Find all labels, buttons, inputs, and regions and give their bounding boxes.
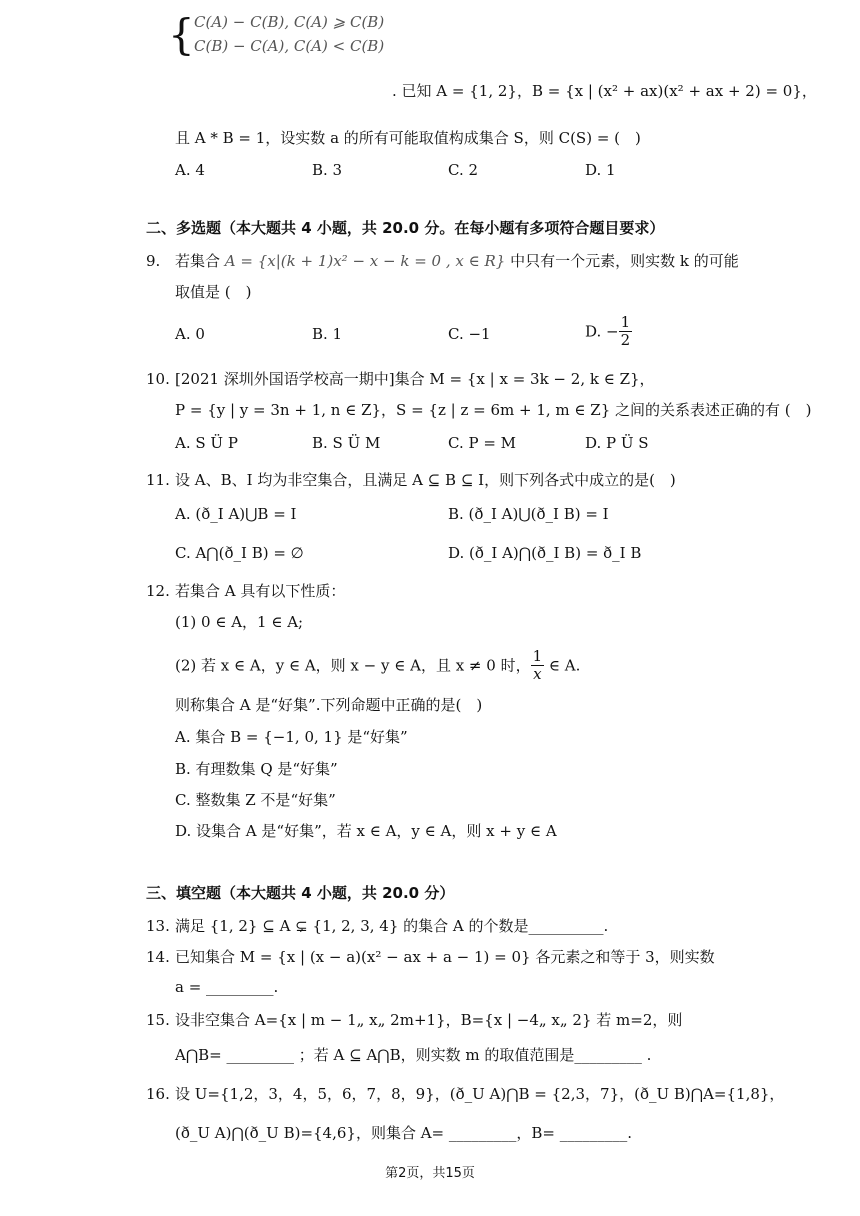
q9-option-c: C. −1 [448, 325, 491, 343]
q9-number: 9. [146, 252, 161, 270]
q10-number: 10. [146, 370, 170, 388]
q8-option-c: C. 2 [448, 161, 479, 179]
q9-set: A = {x|(k + 1)x² − x − k = 0 , x ∈ R} [224, 252, 506, 270]
q9-option-d-label: D. − [585, 322, 619, 341]
q9-text-1: 若集合 [175, 252, 225, 270]
q8-option-b: B. 3 [312, 161, 343, 179]
q12-frac-den: x [533, 665, 542, 683]
q14-number: 14. [146, 948, 170, 966]
q10-option-a: A. S Ü P [175, 434, 238, 452]
q12-property-1: (1) 0 ∈ A，1 ∈ A; [175, 613, 304, 631]
section-2-title: 二、多选题（本大题共 4 小题，共 20.0 分。在每小题有多项符合题目要求） [146, 219, 665, 237]
q10-line-2: P = {y | y = 3n + 1, n ∈ Z}，S = {z | z = 6m + 1, m ∈ Z} 之间的关系表述正确的有 ( ) [175, 401, 812, 419]
page-footer: 第2页，共15页 [385, 1166, 475, 1181]
q9-line-2: 取值是 ( ) [175, 283, 252, 301]
q11-number: 11. [146, 471, 170, 489]
q11-option-c: C. A⋂(ð_I B) = ∅ [175, 544, 304, 562]
q14-line-2: a = _________. [175, 978, 279, 996]
q12-property-2 [175, 648, 580, 683]
q9-option-d-fraction [619, 314, 633, 349]
section-3-title: 三、填空题（本大题共 4 小题，共 20.0 分） [146, 884, 455, 902]
q9-frac-num: 1 [620, 313, 631, 331]
q16-number: 16. [146, 1085, 170, 1103]
q12-property-2-fraction [531, 648, 545, 683]
q12-number: 12. [146, 582, 170, 600]
q15-number: 15. [146, 1011, 170, 1029]
q11-option-d: D. (ð_I A)⋂(ð_I B) = ð_I B [448, 544, 642, 562]
q12-option-b: B. 有理数集 Q 是“好集” [175, 760, 338, 778]
q10-option-c: C. P = M [448, 434, 517, 452]
q12-property-2-tail: ∈ A. [544, 656, 581, 675]
q9-frac-den: 2 [620, 331, 631, 349]
piecewise-case-1: C(A) − C(B), C(A) ⩾ C(B) [194, 13, 385, 31]
q12-frac-num: 1 [532, 647, 543, 665]
q12-option-c: C. 整数集 Z 不是“好集” [175, 791, 336, 809]
q16-line-2: (ð_U A)⋂(ð_U B)={4,6}，则集合 A= _________，B= _________. [175, 1124, 633, 1142]
q12-option-a: A. 集合 B = {−1, 0, 1} 是“好集” [175, 728, 408, 746]
q8-option-a: A. 4 [175, 161, 205, 179]
q11-option-b: B. (ð_I A)⋃(ð_I B) = I [448, 505, 609, 523]
q13-number: 13. [146, 917, 170, 935]
q14-line-1: 已知集合 M = {x | (x − a)(x² − ax + a − 1) = 0} 各元素之和等于 3，则实数 [175, 948, 715, 966]
q12-property-2-text: (2) 若 x ∈ A，y ∈ A，则 x − y ∈ A，且 x ≠ 0 时， [175, 656, 531, 675]
piecewise-case-2: C(B) − C(A), C(A) < C(B) [194, 37, 385, 55]
q9-option-d [585, 314, 632, 349]
q9-option-b: B. 1 [312, 325, 343, 343]
q12-option-d: D. 设集合 A 是“好集”，若 x ∈ A，y ∈ A，则 x + y ∈ A [175, 822, 557, 840]
piecewise-brace: { [168, 10, 195, 59]
q11-option-a: A. (ð_I A)⋃B = I [175, 505, 297, 523]
q12-definition: 则称集合 A 是“好集”.下列命题中正确的是( ) [175, 696, 483, 714]
q13-text: 满足 {1, 2} ⊆ A ⊊ {1, 2, 3, 4} 的集合 A 的个数是__________. [175, 917, 609, 935]
q8-option-d: D. 1 [585, 161, 616, 179]
q12-line-1: 若集合 A 具有以下性质： [175, 582, 346, 600]
q9-text-2: 中只有一个元素，则实数 k 的可能 [505, 252, 739, 270]
q10-option-b: B. S Ü M [312, 434, 381, 452]
q8-definition-tail: . 已知 A = {1, 2}，B = {x | (x² + ax)(x² + ax + 2) = 0}， [392, 82, 817, 100]
q10-line-1: [2021 深圳外国语学校高一期中]集合 M = {x | x = 3k − 2, k ∈ Z}， [175, 370, 655, 388]
q16-line-1: 设 U={1,2，3，4，5，6，7，8，9}，(ð_U A)⋂B = {2,3，7}，(ð_U B)⋂A={1,8}， [175, 1085, 785, 1103]
q15-line-2: A⋂B= _________ ；若 A ⊆ A⋂B，则实数 m 的取值范围是_________ . [175, 1046, 652, 1064]
q15-line-1: 设非空集合 A={x | m − 1„ x„ 2m+1}，B={x | −4„ x„ 2} 若 m=2，则 [175, 1011, 683, 1029]
q11-line-1: 设 A、B、I 均为非空集合，且满足 A ⊆ B ⊆ I，则下列各式中成立的是( ) [175, 471, 676, 489]
q9-option-a: A. 0 [175, 325, 205, 343]
q9-line-1 [175, 251, 739, 271]
q8-line-2: 且 A * B = 1，设实数 a 的所有可能取值构成集合 S，则 C(S) = ( ) [175, 129, 641, 147]
q10-option-d: D. P Ü S [585, 434, 649, 452]
